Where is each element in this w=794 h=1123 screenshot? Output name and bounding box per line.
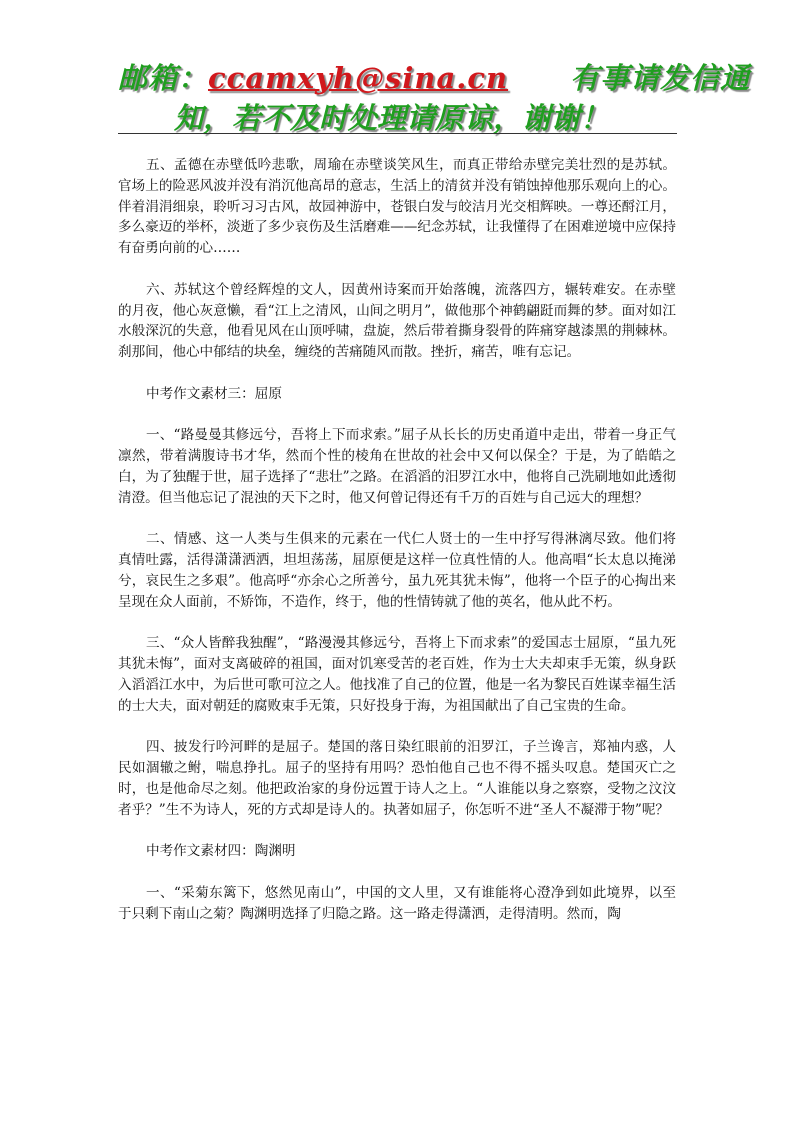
email-label: 邮箱： [118, 61, 209, 95]
header-divider [118, 133, 677, 134]
header-line-2: 知，若不及时处理请原谅，谢谢！ [174, 101, 610, 135]
header-line-1 [118, 58, 751, 98]
document-body [118, 155, 676, 945]
paragraph-qu-yuan-1: 一、“路曼曼其修远兮，吾将上下而求索。”屈子从长长的历史甬道中走出，带着一身正气凛然，带着满腹诗书才华，然而个性的棱角在世故的社会中又何以保全？于是，为了皓皓之白，为了独醒于世，屈子选择了“悲壮”之路。在滔滔的汨罗江水中，他将自己洗刷地如此透彻清澄。但当他忘记了混浊的天下之时，他又何曾记得还有千万的百姓与自己远大的理想？ [118, 427, 676, 506]
paragraph-su-shi-5: 五、孟德在赤壁低吟悲歌，周瑜在赤壁谈笑风生，而真正带给赤壁完美壮烈的是苏轼。官场上的险恶风波并没有消沉他高昂的意志，生活上的清贫并没有销蚀掉他那乐观向上的心。伴着涓涓细泉，聆听习习古风，故园神游中，苍银白发与皎洁月光交相辉映。一尊还酹江月，多么豪迈的举杯，淡逝了多少哀伤及生活磨难——纪念苏轼，让我懂得了在困难逆境中应保持有奋勇向前的心…… [118, 157, 676, 257]
paragraph-qu-yuan-3: 三、“众人皆醉我独醒”，“路漫漫其修远兮，吾将上下而求索”的爱国志士屈原，“虽九死其犹未悔”，面对支离破碎的祖国，面对饥寒受苦的老百姓，作为士大夫却束手无策，纵身跃入滔滔江水中，为后世可歌可泣之人。他找准了自己的位置，他是一名为黎民百姓谋幸福生活的士大夫，面对朝廷的腐败束手无策，只好投身于海，为祖国献出了自己宝贵的生命。 [118, 635, 676, 714]
header-notice-start: 有事请发信通 [570, 61, 751, 95]
page-header [118, 58, 751, 138]
paragraph-tao-yuanming-1: 一、“采菊东篱下，悠然见南山”，中国的文人里，又有谁能将心澄净到如此境界，以至于只剩下南山之菊？陶渊明选择了归隐之路。这一路走得潇洒，走得清明。然而，陶 [118, 884, 676, 922]
section-heading-qu-yuan: 中考作文素材三：屈原 [146, 385, 282, 402]
email-link[interactable]: ccamxyh@sina.cn [208, 61, 509, 95]
paragraph-qu-yuan-4: 四、披发行吟河畔的是屈子。楚国的落日染红眼前的汨罗江，子兰谗言，郑袖内惑，人民如涸辙之鲋，喘息挣扎。屈子的坚持有用吗？恐怕他自己也不得不摇头叹息。楚国灭亡之时，也是他命尽之刻。他把政治家的身份远置于诗人之上。“人谁能以身之察察，受物之汶汶者乎？”生不为诗人，死的方式却是诗人的。执著如屈子，你怎听不进“圣人不凝滞于物”呢？ [118, 739, 676, 818]
paragraph-su-shi-6: 六、苏轼这个曾经辉煌的文人，因黄州诗案而开始落魄，流落四方，辗转难安。在赤壁的月夜，他心灰意懒，看“江上之清风，山间之明月”，做他那个神鹤翩跹而舞的梦。面对如江水般深沉的失意，他看见风在山顶呼啸，盘旋，然后带着撕身裂骨的阵痛穿越漆黑的荆棘林。刹那间，他心中郁结的块垒，缠绕的苦痛随风而散。挫折，痛苦，唯有忘记。 [118, 281, 676, 361]
section-heading-tao-yuanming: 中考作文素材四：陶渊明 [146, 843, 296, 860]
paragraph-qu-yuan-2: 二、情感、这一人类与生俱来的元素在一代仁人贤士的一生中抒写得淋漓尽致。他们将真情吐露，活得潇潇洒洒，坦坦荡荡，屈原便是这样一位真性情的人。他高唱“长太息以掩涕兮，哀民生之多艰”。他高呼“亦余心之所善兮，虽九死其犹未悔”，他将一个臣子的心掏出来呈现在众人面前，不矫饰，不造作，终于，他的性情铸就了他的英名，他从此不朽。 [118, 531, 676, 610]
